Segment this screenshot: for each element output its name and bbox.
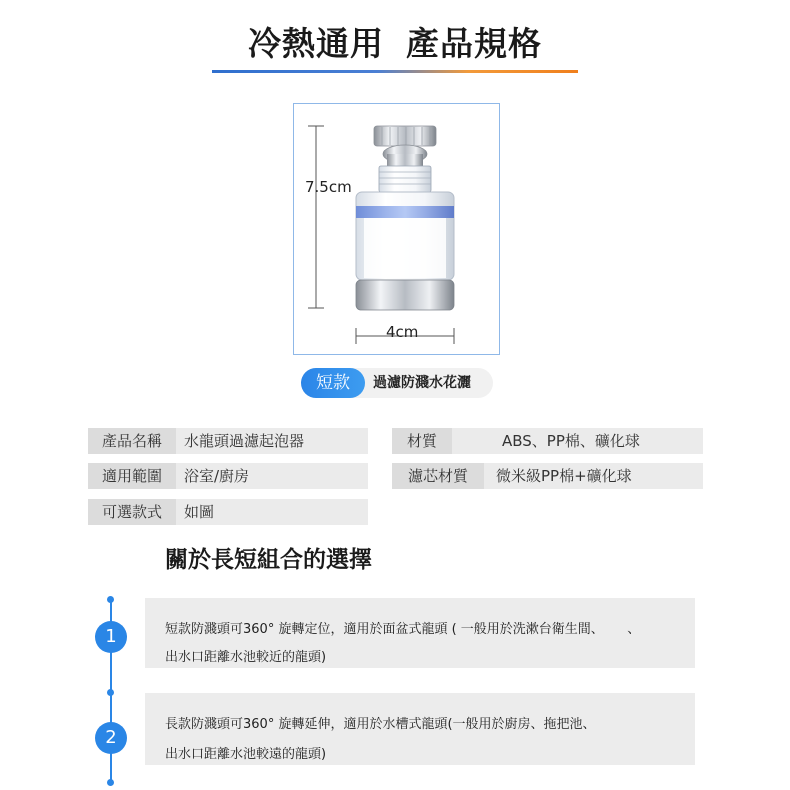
title-part-1: 冷熱通用 (248, 24, 384, 63)
info-text: 短款防濺頭可360° 旋轉定位，適用於面盆式龍頭 ( 一般用於洗漱台衛生間、 (165, 622, 598, 637)
spec-row-options (88, 499, 368, 525)
spec-value: 微米級PP棉+礦化球 (496, 467, 632, 485)
info-box-long (145, 693, 695, 765)
spec-row-material (392, 428, 703, 454)
spec-label: 可選款式 (88, 499, 176, 525)
step-number-2: 2 (95, 722, 127, 754)
info-box-short (145, 598, 695, 668)
timeline-dot (107, 779, 114, 786)
spec-label: 濾芯材質 (392, 463, 484, 489)
spec-label: 適用範圍 (88, 463, 176, 489)
spec-value: ABS、PP棉、礦化球 (502, 432, 640, 450)
timeline-dot (107, 596, 114, 603)
spec-label: 產品名稱 (88, 428, 176, 454)
variant-tag: 短款 (301, 368, 365, 398)
spec-row-usage (88, 463, 368, 489)
spec-label: 材質 (392, 428, 452, 454)
spec-value: 浴室/廚房 (184, 467, 250, 485)
page-title (0, 18, 790, 65)
info-line: 長款防濺頭可360° 旋轉延伸，適用於水槽式龍頭(一般用於廚房、拖把池、 (165, 717, 596, 732)
section-title: 關於長短組合的選擇 (165, 547, 372, 573)
info-line (165, 618, 640, 637)
info-line: 出水口距離水池較近的龍頭) (165, 650, 327, 665)
timeline-dot (107, 689, 114, 696)
title-underline (212, 70, 578, 73)
faucet-filter-illustration (294, 104, 501, 356)
info-text-tail: 、 (627, 622, 641, 637)
variant-description: 過濾防濺水花灑 (373, 375, 471, 391)
spec-row-product-name (88, 428, 368, 454)
info-line: 出水口距離水池較遠的龍頭) (165, 747, 327, 762)
spec-row-filter-material (392, 463, 703, 489)
spec-value: 如圖 (184, 503, 215, 521)
title-part-2: 產品規格 (406, 24, 542, 63)
height-dimension-label: 7.5cm (305, 178, 352, 196)
product-variant-badge (301, 368, 493, 398)
product-image-frame (293, 103, 500, 355)
step-number-1: 1 (95, 621, 127, 653)
width-dimension-label: 4cm (386, 323, 419, 341)
spec-value: 水龍頭過濾起泡器 (184, 432, 305, 450)
